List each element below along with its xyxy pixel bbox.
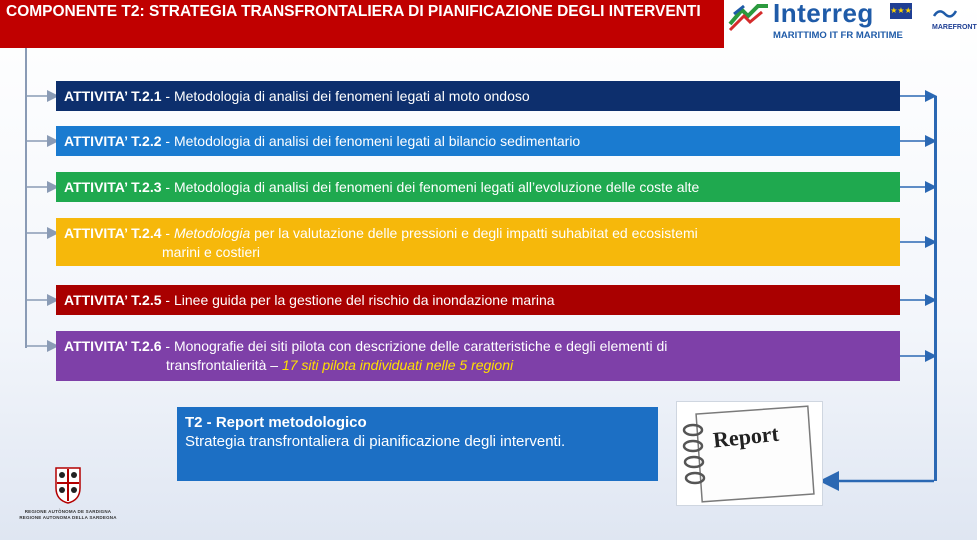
activity-text: Linee guida per la gestione del rischio da inondazione marina — [173, 292, 555, 308]
report-title: T2 - Report metodologico — [185, 414, 367, 431]
activity-t21 — [56, 81, 900, 111]
activity-separator: - — [161, 225, 174, 241]
activity-text: Metodologia di analisi dei fenomeni legati al bilancio sedimentario — [173, 133, 581, 149]
activity-code: ATTIVITA’ T.2.2 — [64, 133, 162, 149]
report-output-box — [177, 407, 658, 481]
activity-text-continued — [64, 356, 892, 375]
activity-code: ATTIVITA’ T.2.3 — [64, 179, 162, 195]
sardinia-crest-icon — [53, 466, 83, 504]
report-subtitle: Strategia transfrontaliera di pianificazione degli interventi. — [185, 433, 566, 450]
activity-separator: - — [161, 338, 174, 354]
activity-code: ATTIVITA’ T.2.5 — [64, 292, 162, 308]
report-notebook-icon — [677, 402, 822, 505]
activity-t26 — [56, 331, 900, 381]
activity-code: ATTIVITA’ T.2.4 — [64, 225, 162, 241]
pilot-sites-highlight: 17 siti pilota individuati nelle 5 regioni — [281, 357, 514, 373]
activity-code: ATTIVITA’ T.2.1 — [64, 88, 162, 104]
activity-t22 — [56, 126, 900, 156]
activity-text: Monografie dei siti pilota con descrizione delle caratteristiche e degli elementi di — [173, 338, 668, 354]
activity-t23 — [56, 172, 900, 202]
activity-separator: - — [161, 133, 174, 149]
marefront-label: MAREFRONT — [932, 24, 977, 31]
report-notebook-label: Report — [711, 420, 780, 453]
page-title-text: COMPONENTE T2: STRATEGIA TRANSFRONTALIERA DI PIANIFICAZIONE DEGLI INTERVENTI — [6, 3, 701, 20]
sardinia-region-logo — [18, 466, 118, 520]
interreg-programme: MARITTIMO IT FR MARITIME — [773, 30, 903, 41]
activity-separator: - — [161, 292, 174, 308]
activity-text-line2: transfrontalierità – — [166, 357, 282, 373]
interreg-logo: Interreg — [773, 0, 874, 28]
report-notebook-image — [676, 401, 823, 506]
activity-text-continued: marini e costieri — [162, 244, 261, 260]
activity-text-italic: Metodologia — [173, 225, 251, 241]
activity-t24 — [56, 218, 900, 266]
activity-text: per la valutazione delle pressioni e degli impatti suhabitat ed ecosistemi — [250, 225, 698, 241]
activity-separator: - — [161, 179, 174, 195]
left-arrows — [26, 96, 56, 346]
region-name: REGIONE AUTÒNOMA DE SARDIGNA — [24, 509, 112, 514]
region-name-italian: REGIONE AUTONOMA DELLA SARDEGNA — [19, 515, 117, 520]
activity-t25 — [56, 285, 900, 315]
activity-code: ATTIVITA’ T.2.6 — [64, 338, 162, 354]
activity-text: Metodologia di analisi dei fenomeni dei fenomeni legati all’evoluzione delle coste alte — [173, 179, 700, 195]
eu-flag-icon: ★★★ — [890, 3, 912, 19]
activity-text: Metodologia di analisi dei fenomeni legati al moto ondoso — [173, 88, 530, 104]
activity-separator: - — [161, 88, 174, 104]
